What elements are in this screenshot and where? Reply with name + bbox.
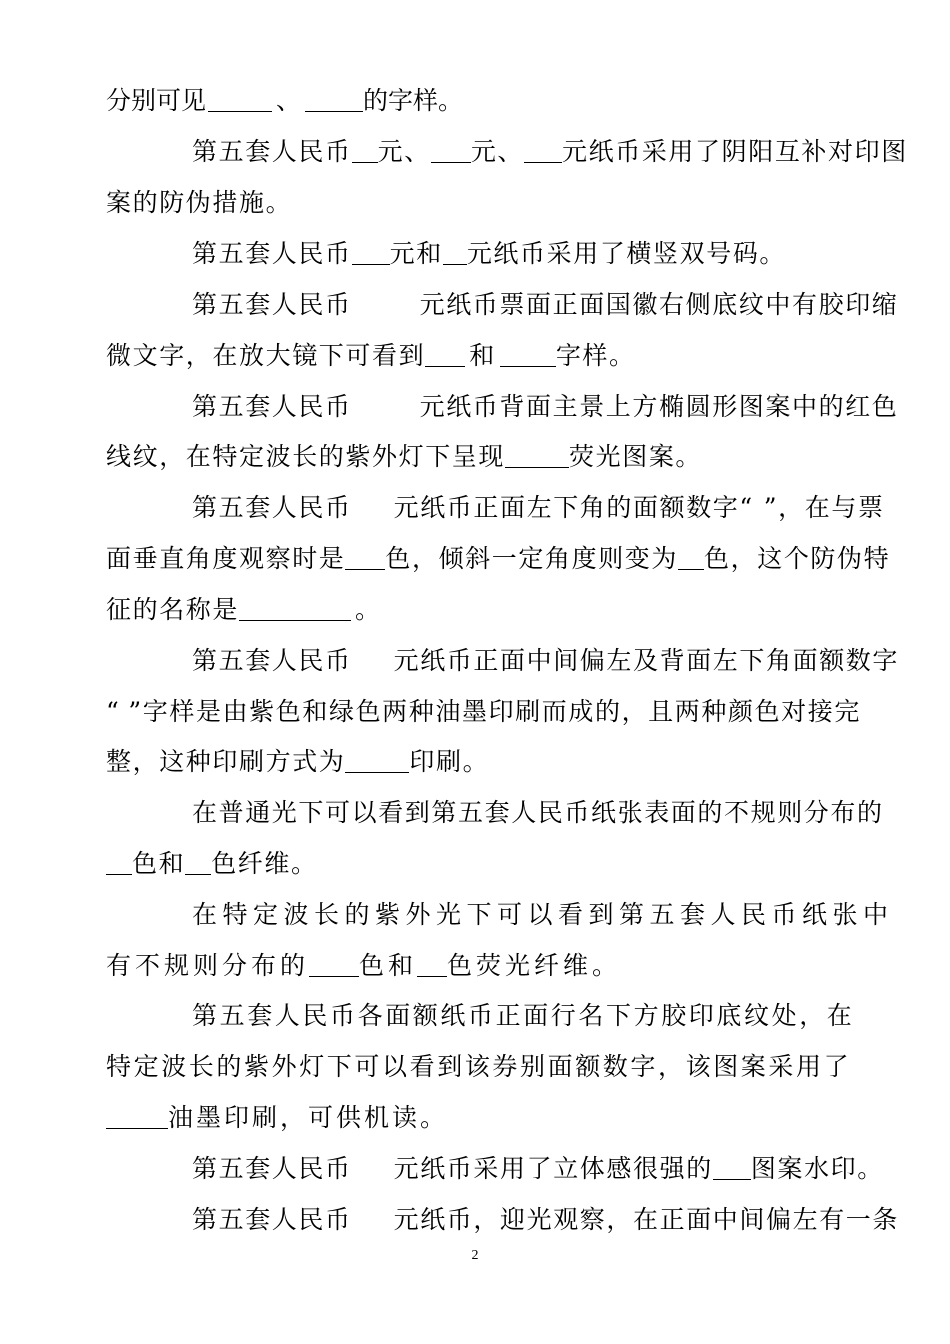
text-segment: 色荧光纤维。 <box>447 951 622 980</box>
text-line <box>192 798 884 828</box>
text-segment: 第五套人民币 <box>192 646 352 675</box>
text-segment: 在特定波长的紫外光下可以看到第五套人民币纸张中 <box>192 900 894 929</box>
text-segment: 色和 <box>359 951 418 980</box>
text-segment: 和 <box>469 341 496 370</box>
text-segment: 在普通光下可以看到第五套人民币纸张表面的不规则分布的 <box>192 798 884 827</box>
text-segment: 线纹，在特定波长的紫外灯下呈现 <box>106 442 506 471</box>
fill-blank <box>352 240 390 265</box>
text-segment: 分别可见 <box>106 86 207 115</box>
text-segment: 第五套人民币 <box>192 290 352 319</box>
fill-blank <box>345 545 385 570</box>
fill-blank <box>239 596 351 621</box>
text-segment: 案的防伪措施。 <box>106 188 293 217</box>
text-line <box>192 900 894 930</box>
text-line <box>192 392 898 422</box>
text-segment: 第五套人民币各面额纸币正面行名下方胶印底纹处，在 <box>192 1001 855 1030</box>
text-segment: 的字样。 <box>363 86 464 115</box>
text-segment: 色，倾斜一定角度则变为 <box>385 544 679 573</box>
fill-blank <box>500 342 556 367</box>
text-segment: 元纸币正面左下角的面额数字“ <box>393 493 754 522</box>
fill-blank <box>185 850 211 875</box>
fill-blank <box>678 545 704 570</box>
text-segment: 、 <box>276 86 302 115</box>
text-segment: 元纸币采用了立体感很强的 <box>393 1154 713 1183</box>
fill-blank <box>208 87 272 112</box>
fill-blank <box>305 87 363 112</box>
text-line <box>192 290 898 320</box>
text-line <box>106 1052 851 1082</box>
text-line <box>106 341 636 371</box>
text-segment: “ <box>106 697 121 726</box>
text-segment: 元、 <box>377 137 431 166</box>
fill-blank <box>431 138 471 163</box>
text-segment: 元纸币正面中间偏左及背面左下角面额数字 <box>393 646 900 675</box>
text-line <box>106 544 890 574</box>
text-segment: 元和 <box>389 239 443 268</box>
text-line <box>106 1103 448 1133</box>
text-line <box>106 86 463 116</box>
fill-blank <box>106 1104 168 1129</box>
text-line <box>192 1154 884 1184</box>
text-segment: ”，在与票 <box>763 493 885 522</box>
fill-blank <box>425 342 465 367</box>
fill-blank <box>443 240 467 265</box>
text-segment: 第五套人民币 <box>192 1205 352 1234</box>
text-segment: 元、 <box>470 137 525 166</box>
text-line <box>192 493 885 523</box>
fill-blank <box>345 748 409 773</box>
text-line <box>106 849 318 879</box>
text-line <box>106 951 621 981</box>
text-segment: 第五套人民币 <box>192 239 352 268</box>
text-segment: 色和 <box>132 849 186 878</box>
text-segment: 特定波长的紫外灯下可以看到该券别面额数字，该图案采用了 <box>106 1052 852 1081</box>
text-line <box>192 137 908 167</box>
text-segment: 元纸币采用了阴阳互补对印图 <box>562 137 908 166</box>
text-segment: 征的名称是 <box>106 595 240 624</box>
text-line <box>106 595 382 625</box>
text-segment: ”字样是由紫色和绿色两种油墨印刷而成的，且两种颜色对接完 <box>128 697 861 726</box>
text-line <box>106 442 702 472</box>
text-segment: 元纸币背面主景上方椭圆形图案中的红色 <box>419 392 899 421</box>
text-segment: 面垂直角度观察时是 <box>106 544 346 573</box>
text-segment: 荧光图案。 <box>569 442 703 471</box>
text-segment: 元纸币采用了横竖双号码。 <box>466 239 787 268</box>
fill-blank <box>352 138 378 163</box>
text-segment: 油墨印刷，可供机读。 <box>168 1103 449 1132</box>
fill-blank <box>713 1155 751 1180</box>
fill-blank <box>505 443 569 468</box>
page-number: 2 <box>471 1248 479 1263</box>
text-segment: 元纸币，迎光观察，在正面中间偏左有一条 <box>393 1205 900 1234</box>
fill-blank <box>524 138 562 163</box>
text-segment: 。 <box>355 595 382 624</box>
text-line <box>192 1001 854 1031</box>
text-segment: 第五套人民币 <box>192 493 352 522</box>
text-line <box>192 646 899 676</box>
fill-blank <box>417 952 447 977</box>
text-line <box>106 188 292 218</box>
fill-blank <box>309 952 359 977</box>
text-segment: 第五套人民币 <box>192 1154 352 1183</box>
text-segment: 图案水印。 <box>750 1154 884 1183</box>
text-segment: 整，这种印刷方式为 <box>106 747 346 776</box>
text-segment: 字样。 <box>555 341 636 370</box>
text-segment: 第五套人民币 <box>192 137 352 166</box>
text-line <box>106 747 489 777</box>
text-segment: 微文字，在放大镜下可看到 <box>106 341 426 370</box>
fill-blank <box>106 850 132 875</box>
text-line <box>106 697 861 727</box>
text-line <box>192 1205 899 1235</box>
text-segment: 色，这个防伪特 <box>704 544 891 573</box>
text-line <box>192 239 786 269</box>
text-segment: 第五套人民币 <box>192 392 352 421</box>
text-segment: 有不规则分布的 <box>106 951 310 980</box>
text-segment: 元纸币票面正面国徽右侧底纹中有胶印缩 <box>419 290 899 319</box>
text-segment: 色纤维。 <box>211 849 318 878</box>
text-segment: 印刷。 <box>409 747 490 776</box>
